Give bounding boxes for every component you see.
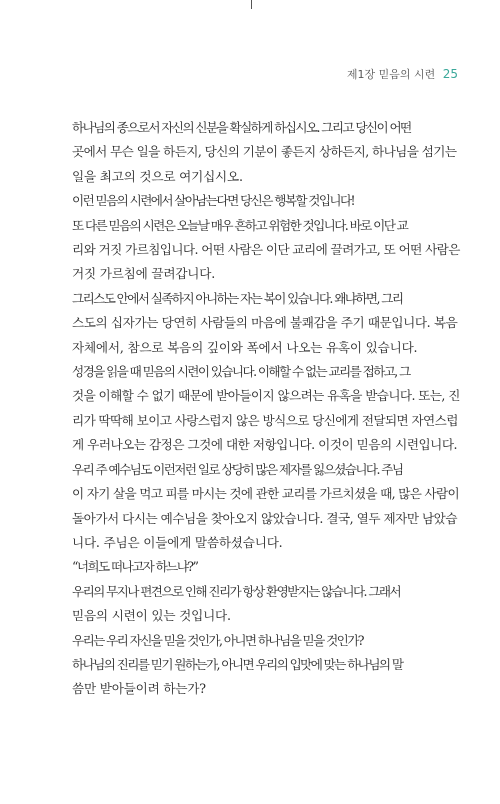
paragraph: [62, 555, 460, 579]
text-line: 이 자기 살을 먹고 피를 마시는 것에 관한 교리를 가르치셨을 때, 많은 사람이: [72, 486, 459, 502]
text-line: 우리 주 예수님도 이런저런 일로 상당히 많은 제자를 잃으셨습니다. 주님: [72, 461, 403, 477]
paragraph: [62, 629, 460, 653]
paragraph: [62, 214, 460, 287]
text-line: 리와 거짓 가르침입니다. 어떤 사람은 이단 교리에 끌려가고, 또 어떤 사람은: [72, 242, 460, 258]
text-line: 그리스도 안에서 실족하지 아니하는 자는 복이 있습니다. 왜냐하면, 그리: [72, 290, 403, 306]
text-line: 또 다른 믿음의 시련은 오늘날 매우 흔하고 위험한 것입니다. 바로 이단 교: [72, 217, 408, 233]
paragraph: [62, 580, 460, 629]
text-line: 스도의 십자가는 당연히 사람들의 마음에 불쾌감을 주기 때문입니다. 복음: [72, 315, 458, 331]
text-line: 우리는 우리 자신을 믿을 것인가, 아니면 하나님을 믿을 것인가?: [72, 632, 363, 648]
text-line: 씀만 받아들이려 하는가?: [72, 681, 206, 697]
text-line: 일을 최고의 것으로 여기십시오.: [72, 168, 243, 184]
text-line: 자체에서, 참으로 복음의 깊이와 폭에서 나오는 유혹이 있습니다.: [72, 339, 418, 355]
text-line: 성경을 읽을 때 믿음의 시련이 있습니다. 이해할 수 없는 교리를 접하고, 그: [72, 364, 410, 380]
paragraph: [62, 287, 460, 360]
text-line: 니다. 주님은 이들에게 말씀하셨습니다.: [72, 534, 283, 550]
text-line: “너희도 떠나고자 하느냐?”: [72, 559, 198, 575]
text-line: 거짓 가르침에 끌려갑니다.: [72, 266, 216, 282]
text-line: 우리의 무지나 편견으로 인해 진리가 항상 환영받지는 않습니다. 그래서: [72, 583, 401, 599]
text-line: 하나님의 종으로서 자신의 신분을 확실하게 하십시오. 그리고 당신이 어떤: [72, 120, 411, 135]
text-line: 게 우러나오는 감정은 그것에 대한 저항입니다. 이것이 믿음의 시련입니다.: [72, 437, 457, 453]
center-crop-mark: [251, 0, 252, 9]
text-line: 돌아가서 다시는 예수님을 찾아오지 않았습니다. 결국, 열두 제자만 남았습: [72, 510, 457, 526]
running-header: [347, 66, 458, 82]
page-number: 25: [442, 67, 458, 81]
paragraph: [62, 458, 460, 556]
chapter-title: 제1장 믿음의 시련: [346, 68, 436, 81]
body-text: [62, 116, 460, 702]
paragraph: [62, 189, 460, 213]
text-line: 하나님의 진리를 믿기 원하는가, 아니면 우리의 입맛에 맞는 하나님의 말: [72, 656, 403, 672]
paragraph: [62, 116, 460, 189]
text-line: 리가 딱딱해 보이고 사랑스럽지 않은 방식으로 당신에게 전달되면 자연스럽: [72, 412, 458, 428]
text-line: 믿음의 시련이 있는 것입니다.: [72, 608, 231, 624]
text-line: 이런 믿음의 시련에서 살아남는다면 당신은 행복할 것입니다!: [72, 193, 355, 209]
paragraph: [62, 360, 460, 458]
paragraph: [62, 653, 460, 702]
text-line: 곳에서 무슨 일을 하든지, 당신의 기분이 좋든지 상하든지, 하나님을 섬기는: [72, 144, 457, 160]
text-line: 것을 이해할 수 없기 때문에 받아들이지 않으려는 유혹을 받습니다. 또는, 진: [72, 388, 460, 404]
